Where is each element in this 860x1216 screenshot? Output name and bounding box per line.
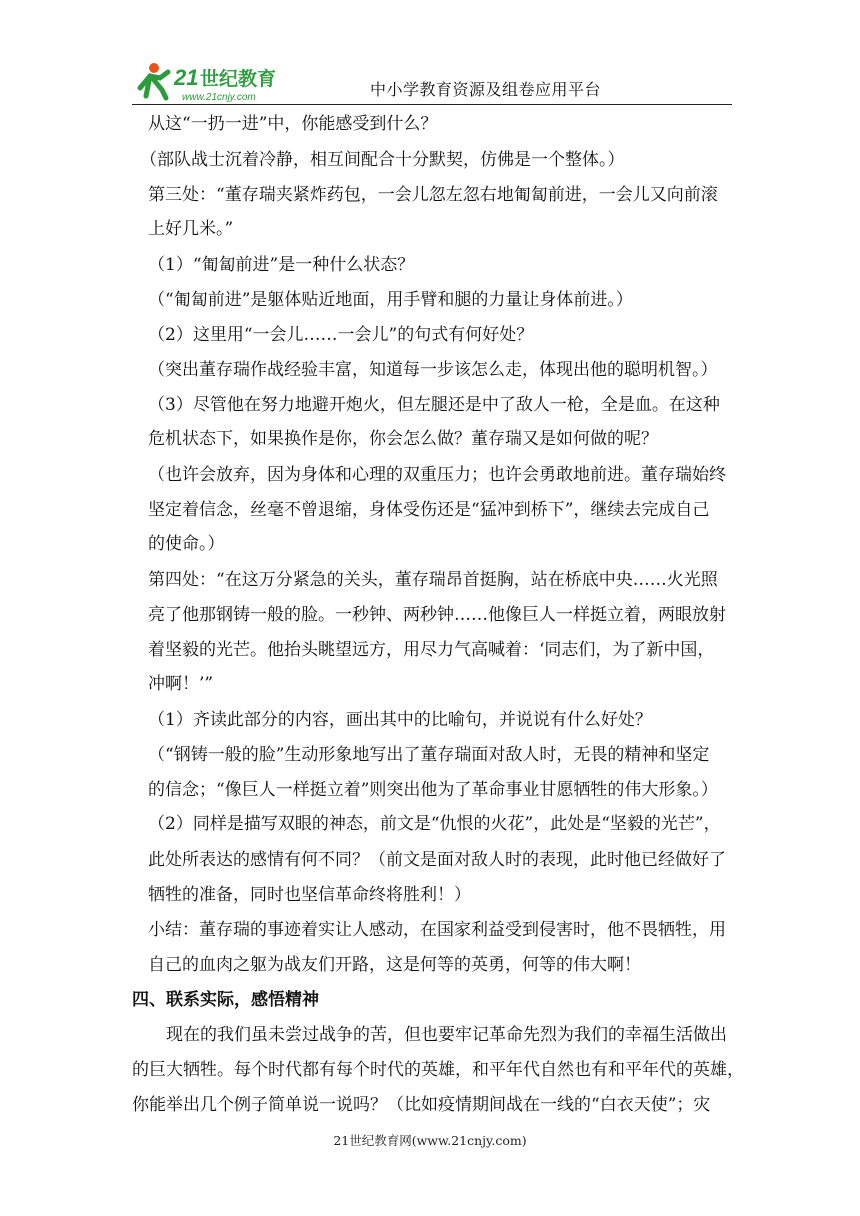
- text-line: 的信念；“像巨人一样挺立着”则突出他为了革命事业甘愿牺牲的伟大形象。）: [148, 780, 718, 800]
- text-line: 的使命。）: [148, 534, 225, 554]
- text-line: （2）同样是描写双眼的神态，前文是“仇恨的火花”，此处是“坚毅的光芒”，: [148, 814, 721, 834]
- text-line: 上好几米。”: [148, 219, 234, 239]
- text-line: 现在的我们虽未尝过战争的苦，但也要牢记革命先烈为我们的幸福生活做出: [166, 1025, 727, 1045]
- text-line: 着坚毅的光芒。他抬头眺望远方，用尽力气高喊着：‘同志们，为了新中国，: [148, 640, 715, 660]
- text-line: （1）“匍匐前进”是一种什么状态？: [148, 255, 415, 275]
- text-line: （2）这里用“一会儿……一会儿”的句式有何好处？: [148, 325, 534, 345]
- text-line: 小结：董存瑞的事迹着实让人感动，在国家利益受到侵害时，他不畏牺牲，用: [148, 920, 726, 940]
- section-heading: 四、联系实际，感悟精神: [132, 990, 319, 1010]
- svg-text:21: 21: [174, 65, 199, 90]
- text-line: 自己的血肉之躯为战友们开路，这是何等的英勇，何等的伟大啊！: [148, 955, 641, 975]
- svg-text:www.21cnjy.com: www.21cnjy.com: [182, 92, 256, 103]
- text-line: 第三处：“董存瑞夹紧炸药包，一会儿忽左忽右地匍匐前进，一会儿又向前滚: [148, 185, 718, 205]
- platform-title: 中小学教育资源及组卷应用平台: [370, 80, 602, 99]
- svg-text:世纪教育: 世纪教育: [200, 68, 277, 90]
- text-line: 的巨大牺牲。每个时代都有每个时代的英雄，和平年代自然也有和平年代的英雄，: [132, 1060, 744, 1080]
- text-line: 此处所表达的感情有何不同？（前文是面对敌人时的表现，此时他已经做好了: [148, 850, 726, 870]
- text-line: 从这“一扔一进”中，你能感受到什么？: [148, 114, 438, 134]
- text-line: 第四处：“在这万分紧急的关头，董存瑞昂首挺胸，站在桥底中央……火光照: [148, 570, 718, 590]
- text-line: （也许会放弃，因为身体和心理的双重压力；也许会勇敢地前进。董存瑞始终: [148, 465, 726, 485]
- text-line: （突出董存瑞作战经验丰富，知道每一步该怎么走，体现出他的聪明机智。）: [148, 360, 718, 380]
- page-footer: 21世纪教育网(www.21cnjy.com): [333, 1133, 527, 1148]
- text-line: 亮了他那钢铸一般的脸。一秒钟、两秒钟……他像巨人一样挺立着，两眼放射: [148, 605, 726, 625]
- text-line: 危机状态下，如果换作是你，你会怎么做？董存瑞又是如何做的呢？: [148, 429, 658, 449]
- text-line: （“匍匐前进”是躯体贴近地面，用手臂和腿的力量让身体前进。）: [148, 290, 633, 310]
- text-line: 牺牲的准备，同时也坚信革命终将胜利！）: [148, 885, 471, 905]
- text-line: （“钢铸一般的脸”生动形象地写出了董存瑞面对敌人时，无畏的精神和坚定: [148, 745, 710, 765]
- text-line: （1）齐读此部分的内容，画出其中的比喻句，并说说有什么好处？: [148, 710, 652, 730]
- text-line: （部队战士沉着冷静，相互间配合十分默契，仿佛是一个整体。）: [140, 150, 625, 170]
- text-line: 坚定着信念，丝毫不曾退缩，身体受伤还是“猛冲到桥下”，继续去完成自己: [148, 500, 710, 520]
- text-line: 你能举出几个例子简单说一说吗？（比如疫情期间战在一线的“白衣天使”；灾: [132, 1095, 711, 1115]
- text-line: 冲啊！’”: [148, 674, 214, 694]
- text-line: （3）尽管他在努力地避开炮火，但左腿还是中了敌人一枪，全是血。在这种: [148, 395, 720, 415]
